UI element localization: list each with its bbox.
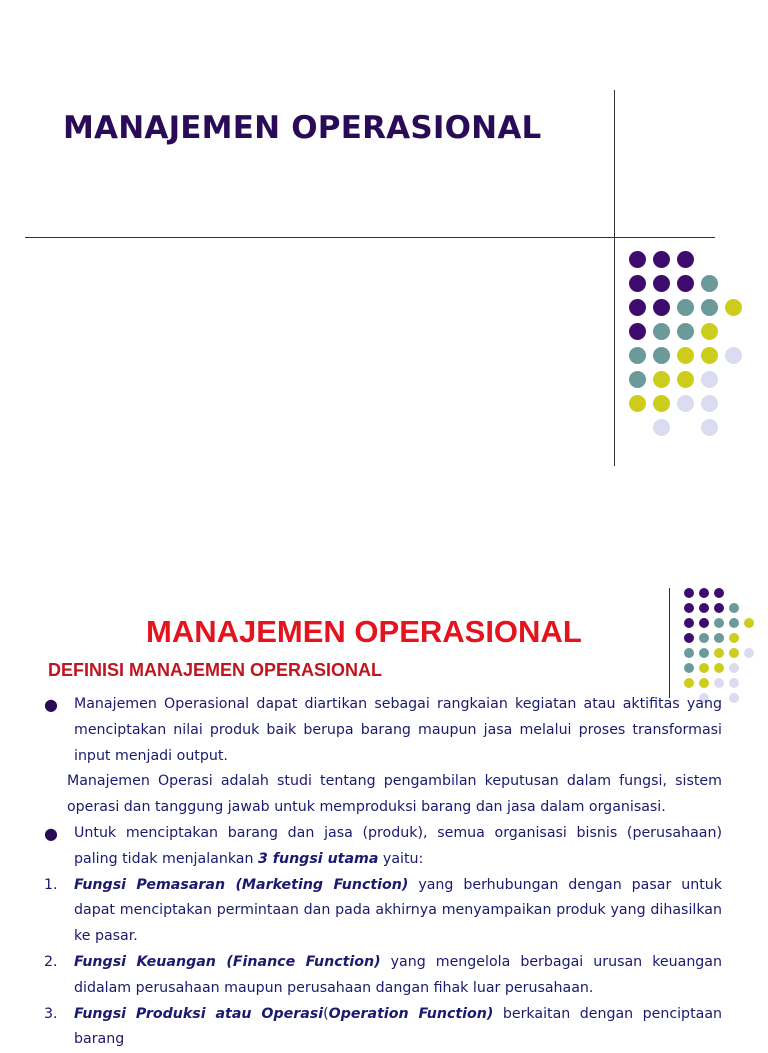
decorative-dot	[699, 588, 709, 598]
decorative-dot	[653, 299, 670, 316]
list-number: 3.	[44, 1005, 58, 1022]
list-item	[40, 873, 722, 950]
decorative-dot	[714, 678, 724, 688]
decorative-dot	[699, 603, 709, 613]
slide-2	[0, 530, 768, 1048]
list-item	[40, 950, 722, 1002]
decorative-dot	[729, 618, 739, 628]
decorative-dot	[725, 299, 742, 316]
decorative-dot	[714, 648, 724, 658]
decorative-dot	[684, 663, 694, 673]
decorative-dot	[729, 603, 739, 613]
definition-text-1: Manajemen Operasional dapat diartikan sebagai rangkaian kegiatan atau aktifitas yang menciptakan nilai produk baik berupa barang maupun jasa melalui proses transformasi input menjadi output.	[74, 696, 722, 764]
decorative-dot	[653, 395, 670, 412]
definition-text-2: Manajemen Operasi adalah studi tentang pengambilan keputusan dalam fungsi, sistem operasi dan tanggung jawab untuk memproduksi barang dan jasa dalam organisasi.	[67, 773, 722, 816]
decorative-dot	[629, 371, 646, 388]
decorative-dot	[701, 371, 718, 388]
decorative-dot	[714, 663, 724, 673]
vertical-divider	[614, 90, 615, 466]
decorative-dot	[701, 347, 718, 364]
bullet-paragraph	[40, 692, 722, 769]
decorative-dot	[744, 618, 754, 628]
decorative-dot	[744, 648, 754, 658]
function-name: Fungsi Produksi atau Operasi	[74, 1005, 324, 1022]
decorative-dot	[629, 323, 646, 340]
bullet-paragraph	[40, 821, 722, 873]
decorative-dot	[701, 323, 718, 340]
function-name: Fungsi Keuangan (Finance Function)	[74, 953, 381, 970]
decorative-dot	[684, 603, 694, 613]
decorative-dot	[653, 251, 670, 268]
decorative-dot	[653, 323, 670, 340]
decorative-dot	[684, 618, 694, 628]
decorative-dot	[677, 275, 694, 292]
function-description: yang berhubungan dengan pasar untuk dapat menciptakan permintaan dan pada akhirnya menyampaikan produk yang dihasilkan ke pasar.	[74, 876, 722, 945]
decorative-dot	[729, 693, 739, 703]
decorative-dot	[677, 251, 694, 268]
decorative-dot	[701, 275, 718, 292]
decorative-dot	[684, 678, 694, 688]
decorative-dot	[629, 275, 646, 292]
decorative-dot	[629, 251, 646, 268]
decorative-dot	[677, 323, 694, 340]
vertical-divider	[669, 588, 670, 698]
functions-intro: Untuk menciptakan barang dan jasa (produk), semua organisasi bisnis (perusahaan) paling tidak menjalankan	[74, 824, 722, 867]
decorative-dot	[629, 395, 646, 412]
decorative-dot	[653, 371, 670, 388]
list-number: 1.	[44, 876, 58, 893]
decorative-dot	[729, 663, 739, 673]
paragraph	[40, 769, 722, 821]
decorative-dot	[699, 648, 709, 658]
function-description: yang mengelola berbagai urusan keuangan didalam perusahaan maupun perusahaan dangan fihak luar perusahaan.	[74, 953, 722, 996]
decorative-dot	[729, 648, 739, 658]
function-description: berkaitan dengan penciptaan barang	[74, 1005, 723, 1048]
decorative-dot	[714, 618, 724, 628]
slide-2-title: MANAJEMEN OPERASIONAL	[146, 614, 582, 649]
decorative-dot	[677, 371, 694, 388]
horizontal-divider	[25, 237, 715, 238]
paren-open: (	[323, 1005, 329, 1022]
decorative-dot	[701, 299, 718, 316]
decorative-dot	[653, 347, 670, 364]
functions-intro-tail: yaitu:	[382, 850, 424, 867]
decorative-dot	[653, 419, 670, 436]
decorative-dot	[684, 588, 694, 598]
decorative-dot	[729, 633, 739, 643]
decorative-dot	[684, 648, 694, 658]
decorative-dot	[714, 603, 724, 613]
list-number: 2.	[44, 953, 58, 970]
decorative-dot	[729, 678, 739, 688]
decorative-dot	[701, 395, 718, 412]
decorative-dot	[677, 347, 694, 364]
decorative-dot	[714, 588, 724, 598]
decorative-dot	[699, 663, 709, 673]
slide-1-title: MANAJEMEN OPERASIONAL	[63, 110, 542, 146]
function-name-en: Operation Function)	[328, 1005, 494, 1022]
decorative-dot	[653, 275, 670, 292]
list-item	[40, 1002, 722, 1053]
bullet-icon: ●	[44, 823, 58, 843]
decorative-dot	[699, 633, 709, 643]
decorative-dot	[677, 395, 694, 412]
decorative-dot	[701, 419, 718, 436]
decorative-dot	[684, 633, 694, 643]
section-subtitle: DEFINISI MANAJEMEN OPERASIONAL	[48, 660, 383, 680]
decorative-dot	[699, 618, 709, 628]
functions-emphasis: 3 fungsi utama	[258, 850, 379, 867]
decorative-dot	[699, 678, 709, 688]
bullet-icon: ●	[44, 695, 58, 714]
decorative-dot	[629, 299, 646, 316]
decorative-dot	[677, 299, 694, 316]
decorative-dot	[629, 347, 646, 364]
function-name: Fungsi Pemasaran (Marketing Function)	[74, 876, 409, 893]
slide-body	[40, 692, 722, 1053]
decorative-dot	[725, 347, 742, 364]
decorative-dot	[714, 633, 724, 643]
